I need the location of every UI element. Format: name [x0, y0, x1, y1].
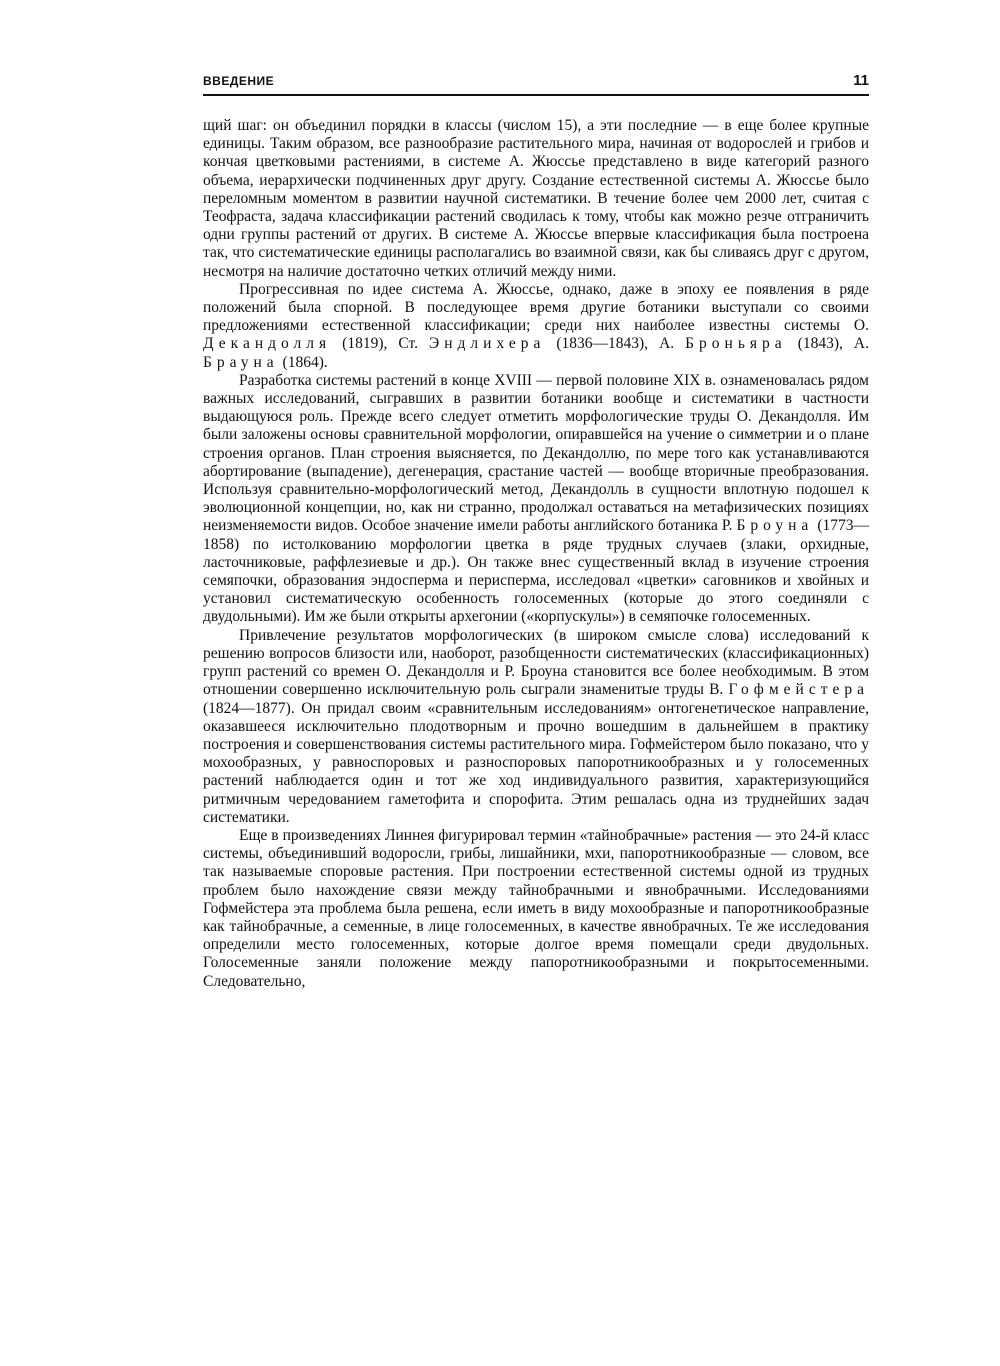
text-segment: (1819), Ст.: [331, 335, 430, 353]
text-segment: (1843), А.: [786, 335, 869, 353]
spaced-name-hofmeister: Гофмейстера: [728, 681, 869, 699]
spaced-name-brongniart: Броньяра: [685, 335, 787, 353]
spaced-name-brown: Броуна: [736, 517, 814, 535]
text-segment: Разработка системы растений в конце XVIII — первой половине XIX в. ознаменовалась рядом важных исследований, сыгравших в развитии ботаники вообще и систематики в частности выдающуюся роль. Прежде всего следует отметить морфологические труды О. Декандолля. Им были заложены основы сравнительной морфологии, опиравшейся на учение о симметрии и о плане строения органов. План строения выясняется, по Декандоллю, по мере того как устанавливаются абортирование (выпадение), дегенерация, срастание частей — вообще вторичные преобразования. Используя сравнительно-морфологический метод, Декандолль в сущности вплотную подошел к эволюционной концепции, но, как ни странно, продолжал оставаться на метафизических позициях неизменяемости видов. Особое значение имели работы английского ботаника Р.: [203, 371, 869, 535]
text-segment: (1836—1843), А.: [545, 335, 686, 353]
spaced-name-endlicher: Эндлихера: [429, 335, 546, 353]
text-segment: (1773—1858) по истолкованию морфологии цветка в ряде трудных случаев (злаки, орхидные, ласточниковые, раффлезиевые и др.). Он также внес существенный вклад в изучение строения семяпочки, образования эндосперма и перисперма, исследовал «цветки» саговников и хвойных и установил систематическую особенность голосеменных (которые до этого соединяли с двудольными). Им же были открыты архегонии («корпускулы») в семяпочке голосеменных.: [203, 517, 869, 626]
text-segment: (1864).: [278, 353, 328, 371]
paragraph-3: [203, 372, 869, 627]
text-segment: Привлечение результатов морфологических (в широком смысле слова) исследований к решению вопросов близости или, наоборот, разобщенности систематических (классификационных) групп растений со времен О. Декандолля и Р. Броуна становится все более необходимым. В этом отношении совершенно исключительную роль сыграли знаменитые труды В.: [203, 626, 869, 699]
body-text: [203, 117, 869, 991]
page-number: 11: [853, 72, 869, 89]
header-rule: [203, 94, 869, 96]
text-segment: (1824—1877). Он придал своим «сравнительным исследованиям» онтогенетическое направление, оказавшееся исключительно плодотворным и прочно вошедшим в дальнейшем в практику построения и совершенствования системы растительного мира. Гофмейстером было показано, что у мохообразных, у равноспоровых и разноспоровых папоротникообразных и у голосеменных растений наблюдается один и тот же ход индивидуального развития, характеризующийся ритмичным чередованием гаметофита и спорофита. Этим решалась одна из труднейших задач систематики.: [203, 699, 869, 826]
text-segment: Прогрессивная по идее система А. Жюссье, однако, даже в эпоху ее появления в ряде положений была спорной. В последующее время другие ботаники выступали со своими предложениями естественной классификации; среди них наиболее известны системы О.: [203, 280, 869, 335]
spaced-name-decandolle: Декандолля: [203, 335, 332, 353]
paragraph-4: [203, 627, 869, 827]
page-header: [203, 72, 869, 92]
paragraph-2: [203, 281, 869, 372]
running-head: ВВЕДЕНИЕ: [203, 74, 275, 88]
spaced-name-braun: Брауна: [203, 353, 279, 371]
paragraph-1: щий шаг: он объединил порядки в классы (числом 15), а эти последние — в еще более крупные единицы. Таким образом, все разнообразие растительного мира, начиная от водорослей и грибов и кончая цветковыми растениями, в системе А. Жюссье представлено в виде категорий разного объема, иерархически подчиненных друг другу. Создание естественной системы А. Жюссье было переломным моментом в развитии научной систематики. В течение более чем 2000 лет, считая с Теофраста, задача классификации растений сводилась к тому, чтобы как можно резче отграничить одни группы растений от других. В системе А. Жюссье впервые классификация была построена так, что систематические единицы располагались во взаимной связи, как бы сливаясь друг с другом, несмотря на наличие достаточно четких отличий между ними.: [203, 117, 869, 280]
paragraph-5: Еще в произведениях Линнея фигурировал термин «тайнобрачные» растения — это 24-й класс системы, объединивший водоросли, грибы, лишайники, мхи, папоротникообразные — словом, все так называемые споровые растения. При построении естественной системы одной из трудных проблем было нахождение связи между тайнобрачными и явнобрачными. Исследованиями Гофмейстера эта проблема была решена, если иметь в виду мохообразные и папоротникообразные как тайнобрачные, а семенные, в лице голосеменных, в качестве явнобрачных. Те же исследования определили место голосеменных, которые долгое время помещали среди двудольных. Голосеменные заняли положение между папоротникообразными и покрытосеменными. Следовательно,: [203, 826, 869, 990]
